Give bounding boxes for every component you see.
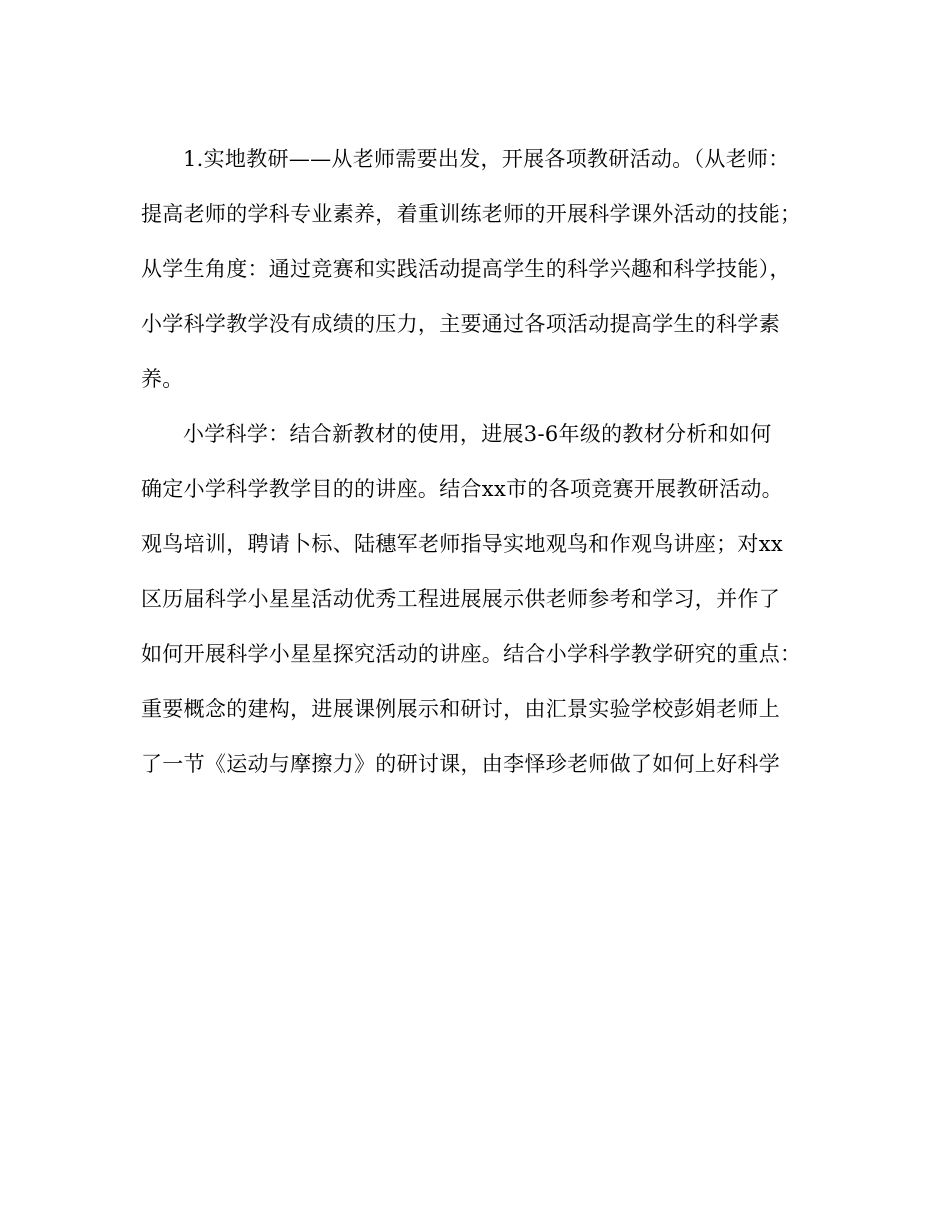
paragraph-2-line-5: 如何开展科学小星星探究活动的讲座。结合小学科学教学研究的重点：	[141, 642, 802, 666]
paragraph-1-line-4: 小学科学教学没有成绩的压力，主要通过各项活动提高学生的科学素	[141, 312, 780, 336]
paragraph-2-line-6: 重要概念的建构，进展课例展示和研讨，由汇景实验学校彭娟老师上	[141, 697, 780, 721]
paragraph-1-line-5: 养。	[141, 367, 184, 391]
paragraph-2-line-7: 了一节《运动与摩擦力》的研讨课，由李怿珍老师做了如何上好科学	[141, 752, 780, 776]
paragraph-2-line-3: 观鸟培训，聘请卜标、陆穗军老师指导实地观鸟和作观鸟讲座；对xx	[141, 532, 783, 556]
paragraph-1-line-3: 从学生角度：通过竞赛和实践活动提高学生的科学兴趣和科学技能），	[141, 257, 791, 281]
paragraph-2-line-2: 确定小学科学教学目的的讲座。结合xx市的各项竞赛开展教研活动。	[141, 477, 783, 501]
paragraph-1-line-2: 提高老师的学科专业素养，着重训练老师的开展科学课外活动的技能；	[141, 202, 802, 226]
paragraph-2-line-1: 小学科学：结合新教材的使用，进展3-6年级的教材分析和如何	[183, 422, 772, 446]
paragraph-2-line-4: 区历届科学小星星活动优秀工程进展展示供老师参考和学习，并作了	[141, 587, 780, 611]
paragraph-1-line-1: 1.实地教研——从老师需要出发，开展各项教研活动。（从老师：	[183, 147, 790, 171]
document-body	[141, 132, 811, 792]
